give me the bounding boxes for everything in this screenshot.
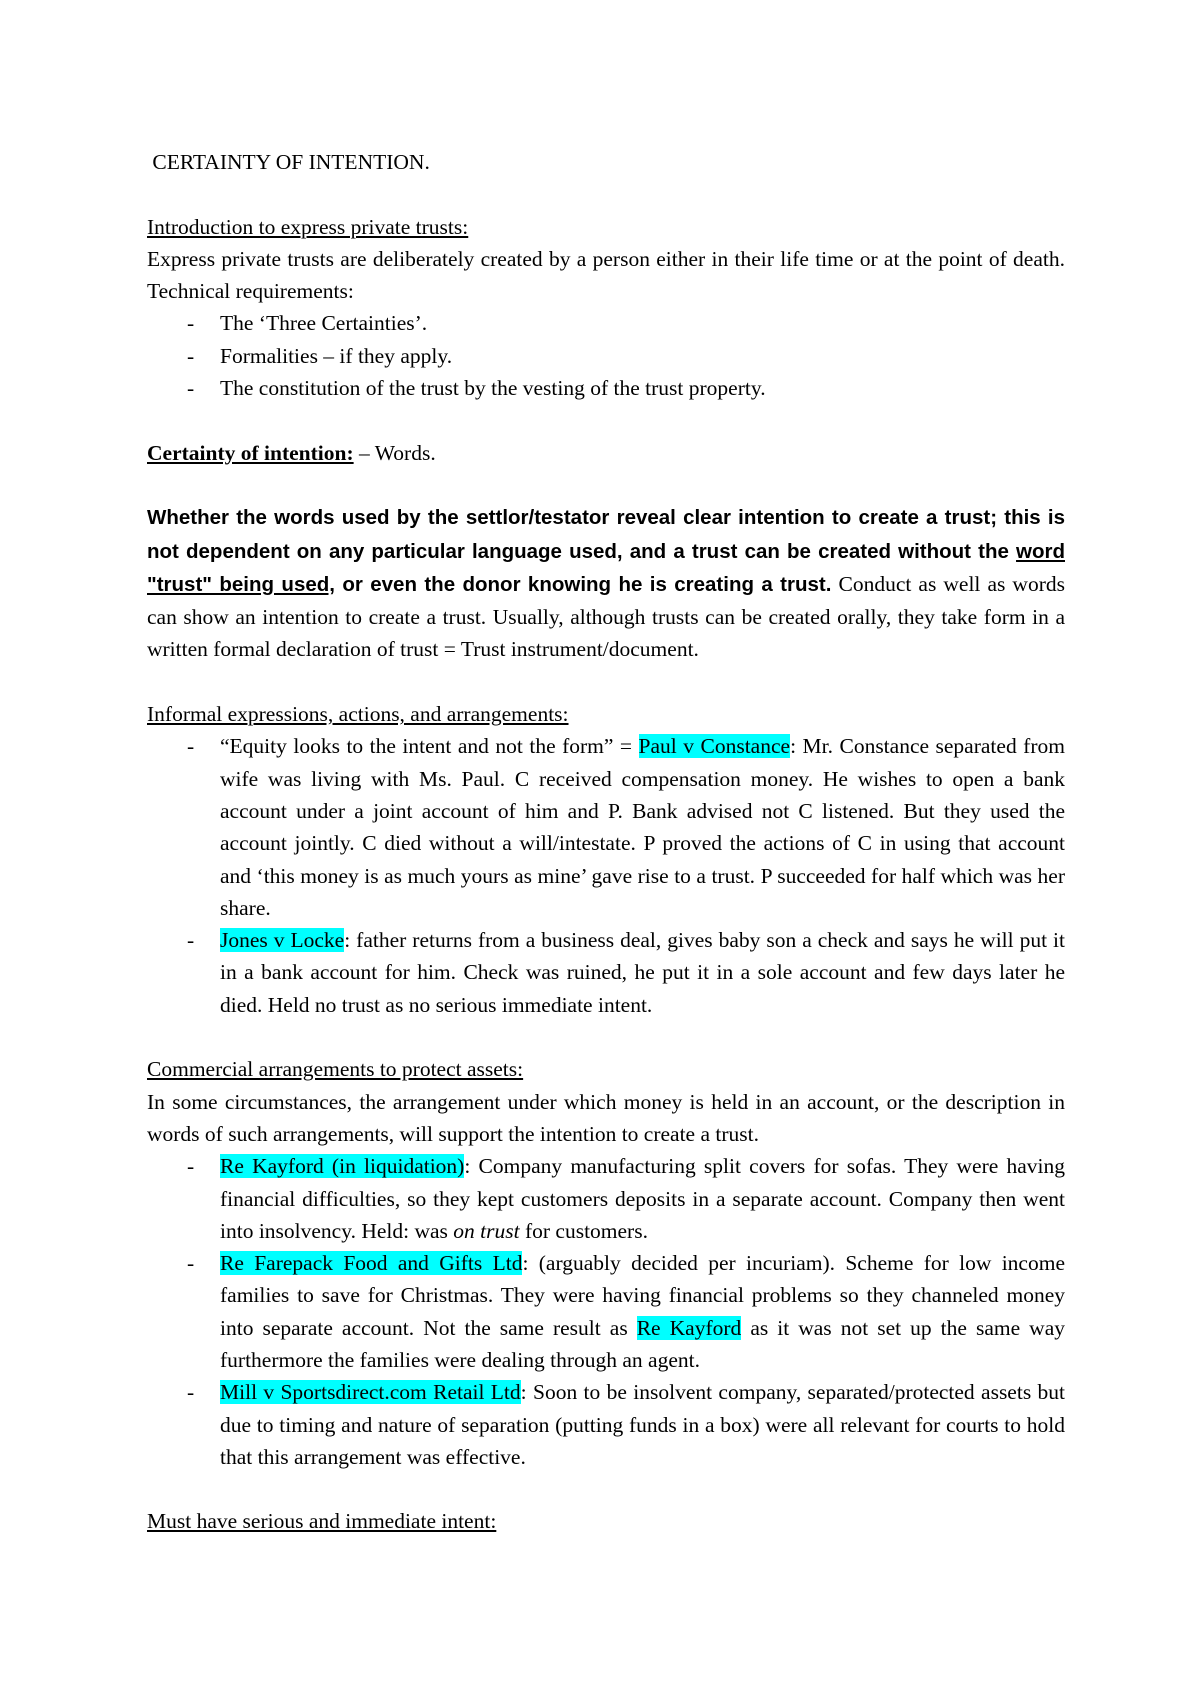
- commercial-list: [147, 1150, 1065, 1473]
- case-name: Paul v Constance: [638, 734, 791, 759]
- case-name: Jones v Locke: [220, 928, 345, 953]
- coi-heading: Certainty of intention:: [147, 440, 354, 465]
- informal-heading: Informal expressions, actions, and arrangements:: [147, 702, 569, 727]
- list-item: - Re Kayford (in liquidation): Company manufacturing split covers for sofas. They were having financial difficulties, so they kept customers deposits in a separate account. Company then went into insolvency. Held: was on trust for customers.: [147, 1150, 1065, 1247]
- intro-paragraph: Express private trusts are deliberately created by a person either in their life time or at the point of death. Technical requirements:: [147, 246, 1065, 304]
- list-item: - “Equity looks to the intent and not the form” = Paul v Constance: Mr. Constance separated from wife was living with Ms. Paul. C received compensation money. He wishes to open a bank account under a joint account of him and P. Bank advised not C listened. But they used the account jointly. C died without a will/intestate. P proved the actions of C in using that account and ‘this money is as much yours as mine’ gave rise to a trust. P succeeded for half which was her share.: [147, 730, 1065, 924]
- case-name: Mill v Sportsdirect.com Retail Ltd: [220, 1380, 521, 1405]
- coi-heading-line: Certainty of intention: – Words.: [147, 440, 436, 465]
- list-item: - Mill v Sportsdirect.com Retail Ltd: Soon to be insolvent company, separated/protected assets but due to timing and nature of separation (putting funds in a box) were all relevant for courts to hold that this arrangement was effective.: [147, 1376, 1065, 1473]
- coi-paragraph: Whether the words used by the settlor/testator reveal clear intention to create a trust; this is not dependent on any particular language used, and a trust can be created without the word "trust" being used, or even the donor knowing he is creating a trust. Conduct as well as words can show an intention to create a trust. Usually, although trusts can be created orally, they take form in a written formal declaration of trust = Trust instrument/document.: [147, 506, 1065, 662]
- intro-list: [147, 307, 1065, 404]
- case-name: Re Kayford: [636, 1315, 742, 1340]
- document-body: [147, 146, 1065, 1538]
- page-title: CERTAINTY OF INTENTION.: [152, 150, 430, 174]
- final-heading: Must have serious and immediate intent:: [147, 1509, 497, 1534]
- commercial-heading: Commercial arrangements to protect assets:: [147, 1057, 524, 1082]
- list-item: - The ‘Three Certainties’.: [147, 307, 1065, 339]
- list-item: - Jones v Locke: father returns from a business deal, gives baby son a check and says he will put it in a bank account for him. Check was ruined, he put it in a sole account and few days later he died. Held no trust as no serious immediate intent.: [147, 924, 1065, 1021]
- informal-list: [147, 730, 1065, 1021]
- intro-heading: Introduction to express private trusts:: [147, 214, 469, 239]
- list-item: - Re Farepack Food and Gifts Ltd: (arguably decided per incuriam). Scheme for low income families to save for Christmas. They were having financial problems so they channeled money into separate account. Not the same result as Re Kayford as it was not set up the same way furthermore the families were dealing through an agent.: [147, 1247, 1065, 1376]
- case-name: Re Farepack Food and Gifts Ltd: [220, 1251, 523, 1276]
- case-name: Re Kayford (in liquidation): [220, 1154, 465, 1179]
- list-item: - The constitution of the trust by the vesting of the trust property.: [147, 372, 1065, 404]
- commercial-paragraph: In some circumstances, the arrangement under which money is held in an account, or the description in words of such arrangements, will support the intention to create a trust.: [147, 1089, 1065, 1146]
- list-item: - Formalities – if they apply.: [147, 340, 1065, 372]
